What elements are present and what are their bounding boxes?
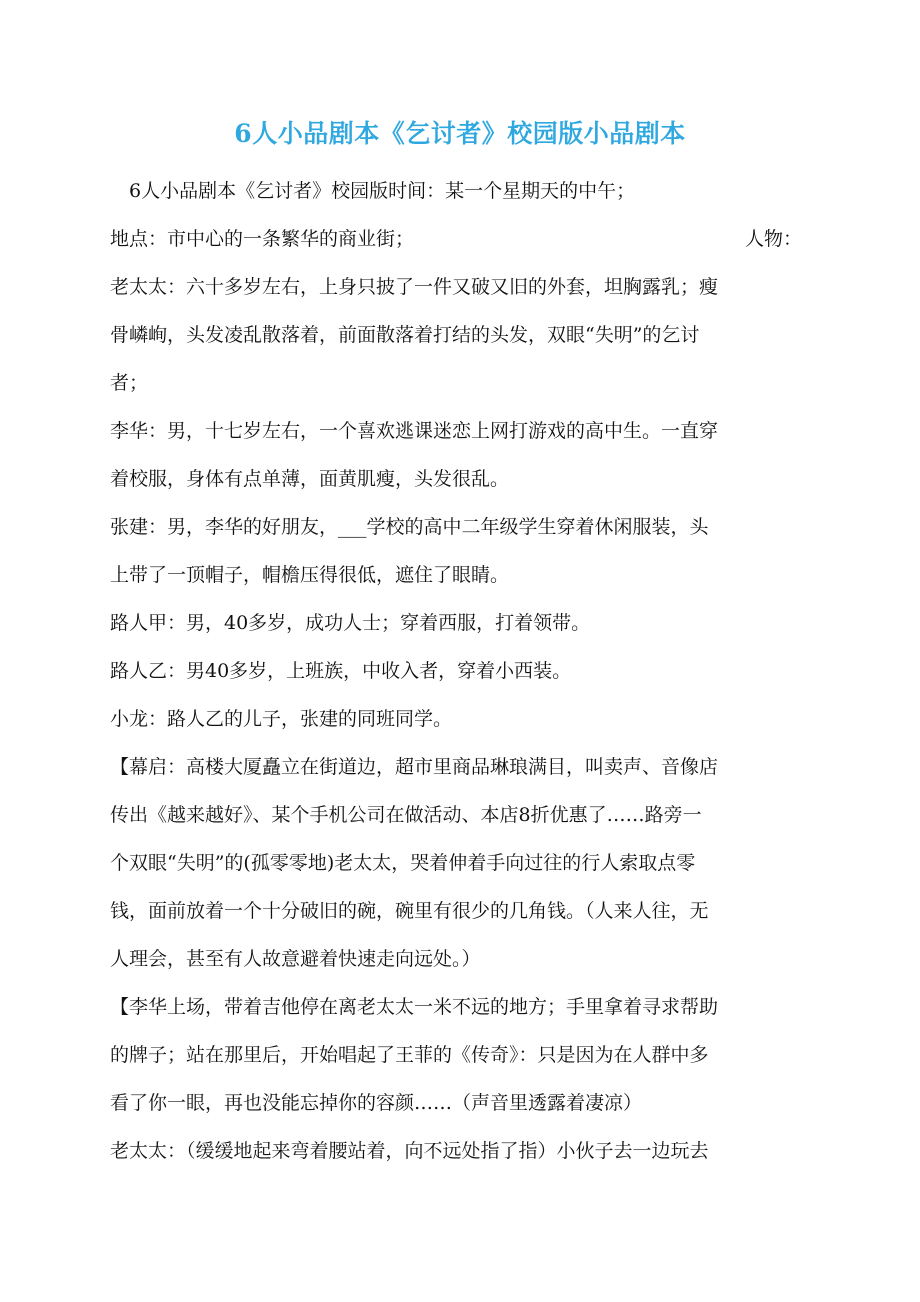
paragraph-line: 6人小品剧本《乞讨者》校园版时间：某一个星期天的中午； [129,180,636,202]
characters-label: 人物： [744,228,802,250]
paragraph-line: 看了你一眼，再也没能忘掉你的容颜……（声音里透露着凄凉） [110,1092,643,1114]
location-text: 地点：市中心的一条繁华的商业街； [110,228,415,250]
document-body [110,167,802,1175]
paragraph-line: 者； [110,372,149,394]
paragraph-line: 上带了一顶帽子，帽檐压得很低，遮住了眼睛。 [110,564,510,586]
paragraph-line: 人理会，甚至有人故意避着快速走向远处。） [110,948,481,970]
paragraph-line: 老太太：六十多岁左右，上身只披了一件又破又旧的外套，坦胸露乳；瘦 [110,276,719,298]
paragraph-line: 钱，面前放着一个十分破旧的碗，碗里有很少的几角钱。（人来人往，无 [110,900,709,922]
document-title: 6人小品剧本《乞讨者》校园版小品剧本 [234,119,686,148]
paragraph-line: 着校服，身体有点单薄，面黄肌瘦，头发很乱。 [110,468,510,490]
paragraph-line: 【李华上场，带着吉他停在离老太太一米不远的地方；手里拿着寻求帮助 [110,996,719,1018]
paragraph-line: 李华：男，十七岁左右，一个喜欢逃课迷恋上网打游戏的高中生。一直穿 [110,420,719,442]
paragraph-line: 个双眼“失明”的(孤零零地)老太太，哭着伸着手向过往的行人索取点零 [110,852,696,874]
paragraph-line: 骨嶙峋，头发凌乱散落着，前面散落着打结的头发，双眼“失明”的乞讨 [110,324,700,346]
paragraph-line: 的牌子；站在那里后，开始唱起了王菲的《传奇》：只是因为在人群中多 [110,1044,709,1066]
paragraph-line [110,215,802,263]
paragraph-line: 传出《越来越好》、某个手机公司在做活动、本店8折优惠了……路旁一 [110,804,702,826]
paragraph-line: 小龙：路人乙的儿子，张建的同班同学。 [110,708,453,730]
paragraph-line: 路人乙：男40多岁，上班族，中收入者，穿着小西装。 [110,660,572,682]
paragraph-line: 【幕启：高楼大厦矗立在街道边，超市里商品琳琅满目，叫卖声、音像店 [110,756,719,778]
paragraph-line: 老太太：（缓缓地起来弯着腰站着，向不远处指了指）小伙子去一边玩去 [110,1140,709,1162]
paragraph-line: 路人甲：男，40多岁，成功人士；穿着西服，打着领带。 [110,612,591,634]
paragraph-line: 张建：男，李华的好朋友，___学校的高中二年级学生穿着休闲服装，头 [110,516,709,538]
